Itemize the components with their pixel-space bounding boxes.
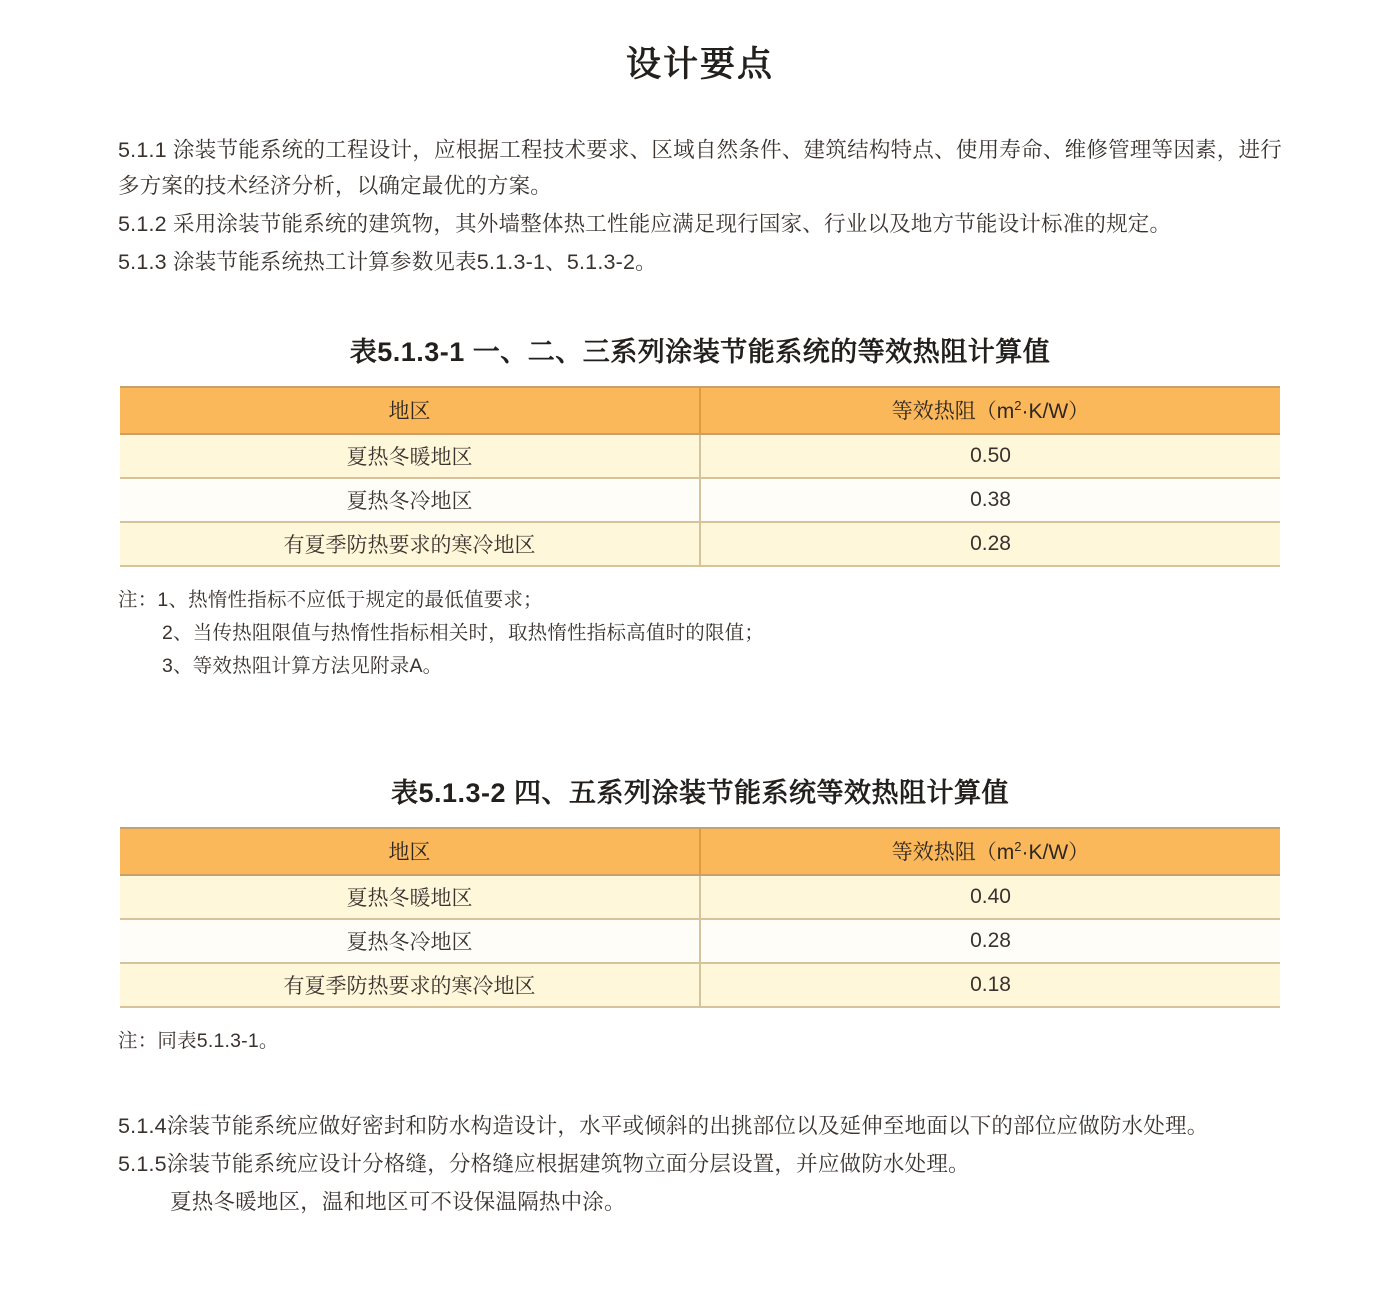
- cell-region: 有夏季防热要求的寒冷地区: [120, 963, 700, 1007]
- cell-value: 0.40: [700, 875, 1280, 919]
- clause-5-1-2: 5.1.2 采用涂装节能系统的建筑物，其外墙整体热工性能应满足现行国家、行业以及地方节能设计标准的规定。: [118, 212, 1172, 236]
- cell-value: 0.28: [700, 522, 1280, 566]
- cell-region: 有夏季防热要求的寒冷地区: [120, 522, 700, 566]
- header-unit-suffix: ·K/W）: [1021, 841, 1090, 864]
- note-line-2: 2、当传热阻限值与热惰性指标相关时，取热惰性指标高值时的限值；: [162, 621, 765, 644]
- header-region: 地区: [120, 387, 700, 434]
- clause-5-1-3: 5.1.3 涂装节能系统热工计算参数见表5.1.3-1、5.1.3-2。: [118, 250, 657, 274]
- table-row: [120, 963, 1280, 1007]
- table-header-row: [120, 387, 1280, 434]
- cell-region: 夏热冬暖地区: [120, 875, 700, 919]
- clause-5-1-5: 5.1.5涂装节能系统应设计分格缝，分格缝应根据建筑物立面分层设置，并应做防水处理。: [118, 1151, 970, 1176]
- table-1-notes: [0, 584, 1400, 683]
- cell-value: 0.28: [700, 919, 1280, 963]
- page-title: 设计要点: [625, 45, 774, 84]
- note-line-1: 注：同表5.1.3-1。: [118, 1029, 279, 1052]
- table-block-1: [0, 336, 1400, 683]
- cell-value: 0.18: [700, 963, 1280, 1007]
- table-row: [120, 875, 1280, 919]
- header-region: 地区: [120, 828, 700, 875]
- table-row: [120, 919, 1280, 963]
- cell-region: 夏热冬暖地区: [120, 434, 700, 478]
- header-unit-prefix: 等效热阻（m: [891, 400, 1015, 424]
- note-line-1: 注：1、热惰性指标不应低于规定的最低值要求；: [118, 588, 543, 611]
- clause-5-1-5-continuation: 夏热冬暖地区，温和地区可不设保温隔热中涂。: [170, 1189, 626, 1214]
- clause-5-1-1: 5.1.1 涂装节能系统的工程设计，应根据工程技术要求、区域自然条件、建筑结构特点、使用寿命、维修管理等因素，进行多方案的技术经济分析，以确定最优的方案。: [118, 138, 1282, 198]
- table-2-notes: [0, 1025, 1400, 1058]
- table-1-caption: 表5.1.3-1 一、二、三系列涂装节能系统的等效热阻计算值: [349, 337, 1051, 367]
- intro-section: [0, 132, 1400, 280]
- outro-section: [0, 1108, 1400, 1220]
- cell-value: 0.50: [700, 434, 1280, 478]
- cell-region: 夏热冬冷地区: [120, 478, 700, 522]
- table-header-row: [120, 828, 1280, 875]
- header-unit-suffix: ·K/W）: [1021, 400, 1090, 424]
- cell-region: 夏热冬冷地区: [120, 919, 700, 963]
- header-unit-superscript: 2: [1014, 398, 1022, 414]
- table-5-1-3-2: [120, 827, 1280, 1008]
- table-row: [120, 478, 1280, 522]
- table-5-1-3-1: [120, 386, 1280, 567]
- header-thermal-resistance: [700, 828, 1280, 875]
- table-row: [120, 522, 1280, 566]
- table-row: [120, 434, 1280, 478]
- table-block-2: [0, 777, 1400, 1058]
- note-line-3: 3、等效热阻计算方法见附录A。: [162, 654, 443, 677]
- header-unit-superscript: 2: [1014, 839, 1022, 854]
- header-unit-prefix: 等效热阻（m: [891, 841, 1015, 864]
- cell-value: 0.38: [700, 478, 1280, 522]
- table-2-caption: 表5.1.3-2 四、五系列涂装节能系统等效热阻计算值: [390, 777, 1010, 808]
- clause-5-1-4: 5.1.4涂装节能系统应做好密封和防水构造设计，水平或倾斜的出挑部位以及延伸至地面以下的部位应做防水处理。: [118, 1113, 1209, 1138]
- header-thermal-resistance: [700, 387, 1280, 434]
